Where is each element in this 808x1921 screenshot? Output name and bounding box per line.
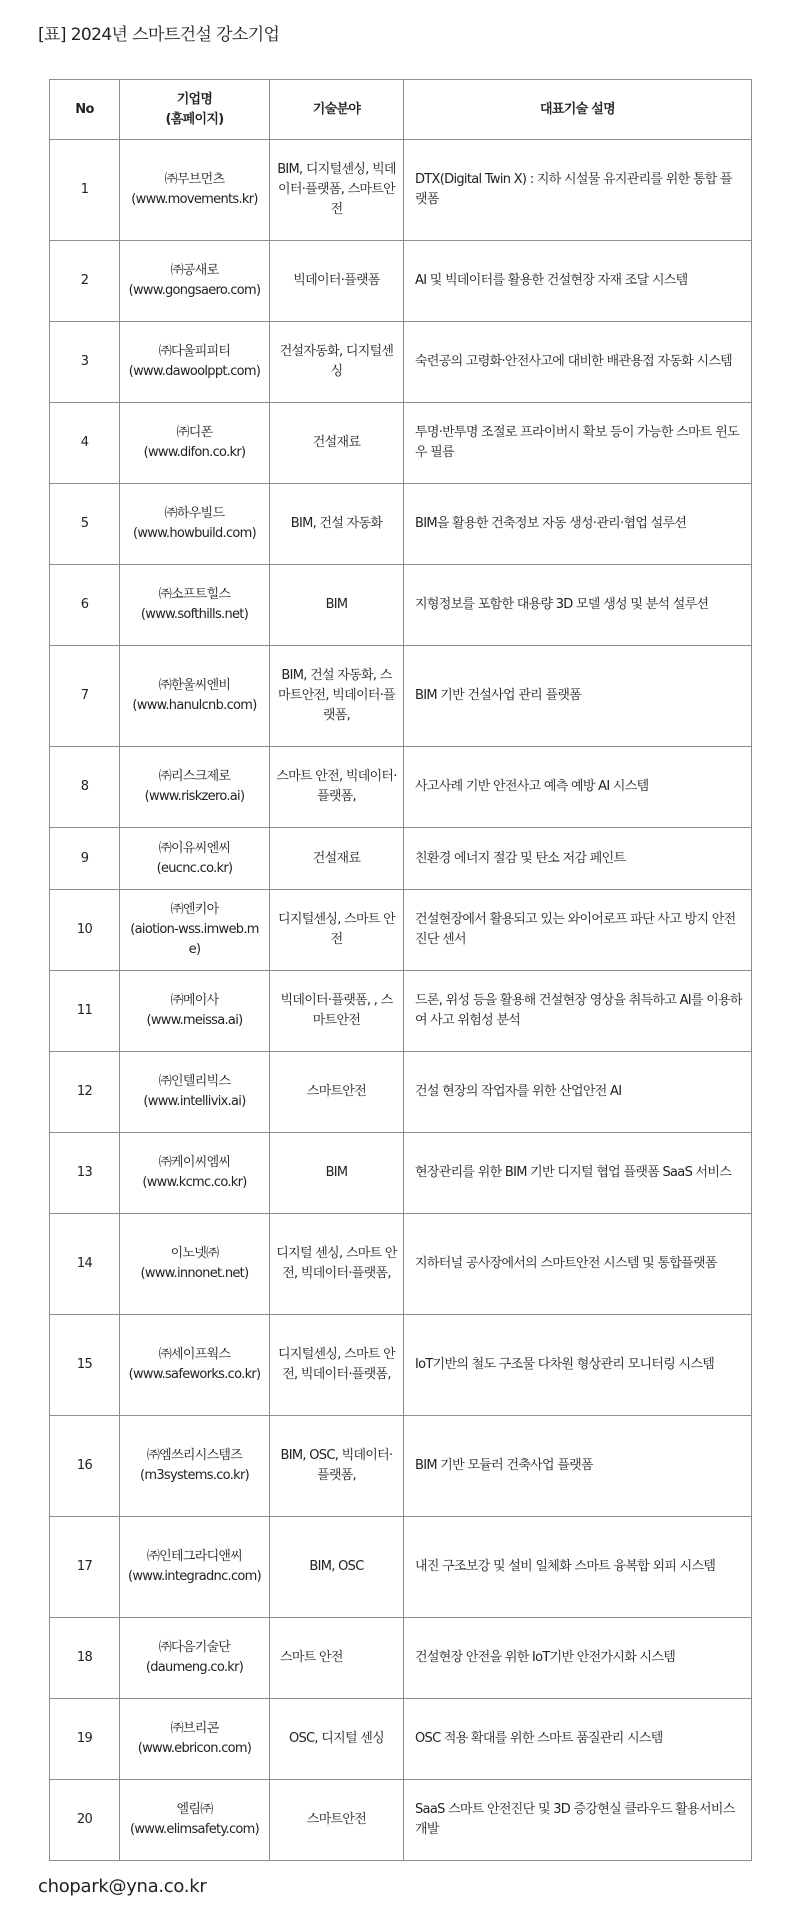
tech-description: AI 및 빅데이터를 활용한 건설현장 자재 조달 시스템	[404, 241, 752, 322]
tech-field: BIM	[270, 1133, 404, 1214]
tech-description: DTX(Digital Twin X) : 지하 시설물 유지관리를 위한 통합 플랫폼	[404, 140, 752, 241]
company-cell	[120, 140, 270, 241]
header-description: 대표기술 설명	[404, 80, 752, 140]
tech-field: 디지털 센싱, 스마트 안전, 빅데이터·플랫폼,	[270, 1214, 404, 1315]
company-name: ㈜무브먼츠	[164, 172, 225, 187]
tech-description: 지형정보를 포함한 대용량 3D 모델 생성 및 분석 설루션	[404, 565, 752, 646]
row-no: 8	[50, 747, 120, 828]
table-row	[50, 1416, 752, 1517]
tech-description: 현장관리를 위한 BIM 기반 디지털 협업 플랫폼 SaaS 서비스	[404, 1133, 752, 1214]
company-cell	[120, 1315, 270, 1416]
company-name: ㈜메이사	[170, 993, 219, 1008]
tech-description: 투명·반투명 조절로 프라이버시 확보 등이 가능한 스마트 윈도우 필름	[404, 403, 752, 484]
company-cell	[120, 241, 270, 322]
tech-field: BIM, OSC, 빅데이터·플랫폼,	[270, 1416, 404, 1517]
row-no: 20	[50, 1780, 120, 1861]
company-cell	[120, 890, 270, 971]
table-row	[50, 1699, 752, 1780]
row-no: 14	[50, 1214, 120, 1315]
company-homepage: (www.meissa.ai)	[146, 1013, 243, 1028]
tech-description: BIM을 활용한 건축정보 자동 생성·관리·협업 설루션	[404, 484, 752, 565]
company-cell	[120, 1052, 270, 1133]
tech-field: 디지털센싱, 스마트 안전	[270, 890, 404, 971]
tech-description: BIM 기반 건설사업 관리 플랫폼	[404, 646, 752, 747]
tech-field: 빅데이터·플랫폼, , 스마트안전	[270, 971, 404, 1052]
row-no: 13	[50, 1133, 120, 1214]
table-row	[50, 1052, 752, 1133]
tech-description: 친환경 에너지 절감 및 탄소 저감 페인트	[404, 828, 752, 890]
table-row	[50, 1133, 752, 1214]
row-no: 16	[50, 1416, 120, 1517]
company-cell	[120, 322, 270, 403]
company-homepage: (daumeng.co.kr)	[145, 1660, 244, 1675]
company-cell	[120, 1416, 270, 1517]
company-cell	[120, 1133, 270, 1214]
tech-description: 숙련공의 고령화·안전사고에 대비한 배관용접 자동화 시스템	[404, 322, 752, 403]
company-name: ㈜하우빌드	[164, 506, 225, 521]
company-name: ㈜소프트힐스	[158, 587, 231, 602]
tech-field: 디지털센싱, 스마트 안전, 빅데이터·플랫폼,	[270, 1315, 404, 1416]
row-no: 12	[50, 1052, 120, 1133]
header-no: No	[50, 80, 120, 140]
company-homepage: (www.innonet.net)	[140, 1266, 249, 1281]
table-row	[50, 1780, 752, 1861]
tech-description: SaaS 스마트 안전진단 및 3D 증강현실 클라우드 활용서비스 개발	[404, 1780, 752, 1861]
tech-field: BIM, OSC	[270, 1517, 404, 1618]
tech-description: 건설현장에서 활용되고 있는 와이어로프 파단 사고 방지 안전진단 센서	[404, 890, 752, 971]
company-name: 이노넷㈜	[170, 1246, 219, 1261]
company-cell	[120, 1517, 270, 1618]
company-name: ㈜이유씨엔씨	[158, 840, 231, 856]
row-no: 1	[50, 140, 120, 241]
tech-field: BIM	[270, 565, 404, 646]
header-field: 기술분야	[270, 80, 404, 140]
company-cell	[120, 1214, 270, 1315]
table-row	[50, 1214, 752, 1315]
company-name: ㈜한울씨엔비	[158, 678, 231, 693]
row-no: 5	[50, 484, 120, 565]
company-name: ㈜디폰	[176, 425, 213, 440]
table-row	[50, 140, 752, 241]
company-homepage: (www.elimsafety.com)	[129, 1822, 259, 1837]
row-no: 7	[50, 646, 120, 747]
tech-description: 내진 구조보강 및 설비 일체화 스마트 융복합 외피 시스템	[404, 1517, 752, 1618]
company-name: 엘림㈜	[176, 1802, 213, 1817]
company-homepage: (m3systems.co.kr)	[140, 1468, 249, 1483]
header-homepage-label: (홈페이지)	[165, 111, 224, 127]
company-homepage: (eucnc.co.kr)	[156, 860, 233, 876]
companies-table	[49, 79, 752, 1861]
company-name: ㈜브리콘	[170, 1721, 219, 1736]
tech-field: 건설재료	[270, 828, 404, 890]
table-row	[50, 747, 752, 828]
tech-field: 스마트 안전, 빅데이터·플랫폼,	[270, 747, 404, 828]
table-row	[50, 241, 752, 322]
tech-field: 건설자동화, 디지털센싱	[270, 322, 404, 403]
company-name: ㈜케이씨엠씨	[158, 1155, 231, 1170]
table-caption: [표] 2024년 스마트건설 강소기업	[38, 25, 280, 45]
row-no: 11	[50, 971, 120, 1052]
company-homepage: (www.howbuild.com)	[132, 526, 257, 541]
company-cell	[120, 565, 270, 646]
company-name: ㈜엠쓰리시스템즈	[146, 1448, 243, 1463]
table-row	[50, 646, 752, 747]
company-homepage: (www.gongsaero.com)	[128, 283, 261, 298]
table-row	[50, 484, 752, 565]
header-company	[120, 80, 270, 140]
row-no: 6	[50, 565, 120, 646]
row-no: 17	[50, 1517, 120, 1618]
table-row	[50, 828, 752, 890]
company-cell	[120, 747, 270, 828]
company-cell	[120, 1780, 270, 1861]
row-no: 15	[50, 1315, 120, 1416]
company-name: ㈜다울피피티	[158, 344, 231, 359]
tech-field: 스마트안전	[270, 1052, 404, 1133]
company-homepage: (www.dawoolppt.com)	[128, 364, 261, 379]
company-cell	[120, 646, 270, 747]
company-name: ㈜다음기술단	[158, 1640, 231, 1655]
company-homepage: (www.intellivix.ai)	[143, 1094, 246, 1109]
company-homepage: (www.safeworks.co.kr)	[128, 1367, 261, 1382]
row-no: 2	[50, 241, 120, 322]
header-company-label: 기업명	[176, 91, 213, 107]
tech-description: 지하터널 공사장에서의 스마트안전 시스템 및 통합플랫폼	[404, 1214, 752, 1315]
row-no: 19	[50, 1699, 120, 1780]
tech-description: IoT기반의 철도 구조물 다차원 형상관리 모니터링 시스템	[404, 1315, 752, 1416]
author-email: chopark@yna.co.kr	[38, 1876, 207, 1897]
company-homepage: (aiotion-wss.imweb.me)	[130, 922, 259, 957]
tech-field: BIM, 디지털센싱, 빅데이터·플랫폼, 스마트안전	[270, 140, 404, 241]
company-cell	[120, 484, 270, 565]
company-name: ㈜세이프웍스	[158, 1347, 231, 1362]
table-row	[50, 1517, 752, 1618]
company-homepage: (www.riskzero.ai)	[144, 789, 245, 804]
tech-description: 드론, 위성 등을 활용해 건설현장 영상을 취득하고 AI를 이용하여 사고 위험성 분석	[404, 971, 752, 1052]
company-homepage: (www.difon.co.kr)	[143, 445, 246, 460]
company-name: ㈜엔키아	[170, 902, 219, 917]
table-row	[50, 890, 752, 971]
tech-field: 건설재료	[270, 403, 404, 484]
tech-field: 스마트 안전	[270, 1618, 404, 1699]
tech-field: BIM, 건설 자동화, 스마트안전, 빅데이터·플랫폼,	[270, 646, 404, 747]
tech-description: 건설 현장의 작업자를 위한 산업안전 AI	[404, 1052, 752, 1133]
table-row	[50, 1315, 752, 1416]
company-cell	[120, 971, 270, 1052]
row-no: 4	[50, 403, 120, 484]
company-name: ㈜인테그라디앤씨	[146, 1549, 243, 1564]
company-homepage: (www.movements.kr)	[131, 192, 258, 207]
row-no: 18	[50, 1618, 120, 1699]
tech-description: OSC 적용 확대를 위한 스마트 품질관리 시스템	[404, 1699, 752, 1780]
tech-field: 빅데이터·플랫폼	[270, 241, 404, 322]
row-no: 9	[50, 828, 120, 890]
company-homepage: (www.kcmc.co.kr)	[142, 1175, 247, 1190]
company-homepage: (www.softhills.net)	[140, 607, 249, 622]
table-header-row	[50, 80, 752, 140]
row-no: 10	[50, 890, 120, 971]
tech-field: OSC, 디지털 센싱	[270, 1699, 404, 1780]
company-cell	[120, 828, 270, 890]
company-cell	[120, 1618, 270, 1699]
tech-field: BIM, 건설 자동화	[270, 484, 404, 565]
row-no: 3	[50, 322, 120, 403]
table-row	[50, 403, 752, 484]
table-row	[50, 565, 752, 646]
company-name: ㈜리스크제로	[158, 769, 231, 784]
company-name: ㈜공새로	[170, 263, 219, 278]
table-row	[50, 322, 752, 403]
company-cell	[120, 403, 270, 484]
table-row	[50, 971, 752, 1052]
tech-description: 건설현장 안전을 위한 IoT기반 안전가시화 시스템	[404, 1618, 752, 1699]
tech-field: 스마트안전	[270, 1780, 404, 1861]
company-homepage: (www.ebricon.com)	[137, 1741, 252, 1756]
company-homepage: (www.integradnc.com)	[127, 1569, 262, 1584]
tech-description: BIM 기반 모듈러 건축사업 플랫폼	[404, 1416, 752, 1517]
company-cell	[120, 1699, 270, 1780]
tech-description: 사고사례 기반 안전사고 예측 예방 AI 시스템	[404, 747, 752, 828]
table-row	[50, 1618, 752, 1699]
company-homepage: (www.hanulcnb.com)	[132, 698, 257, 713]
company-name: ㈜인텔리빅스	[158, 1074, 231, 1089]
